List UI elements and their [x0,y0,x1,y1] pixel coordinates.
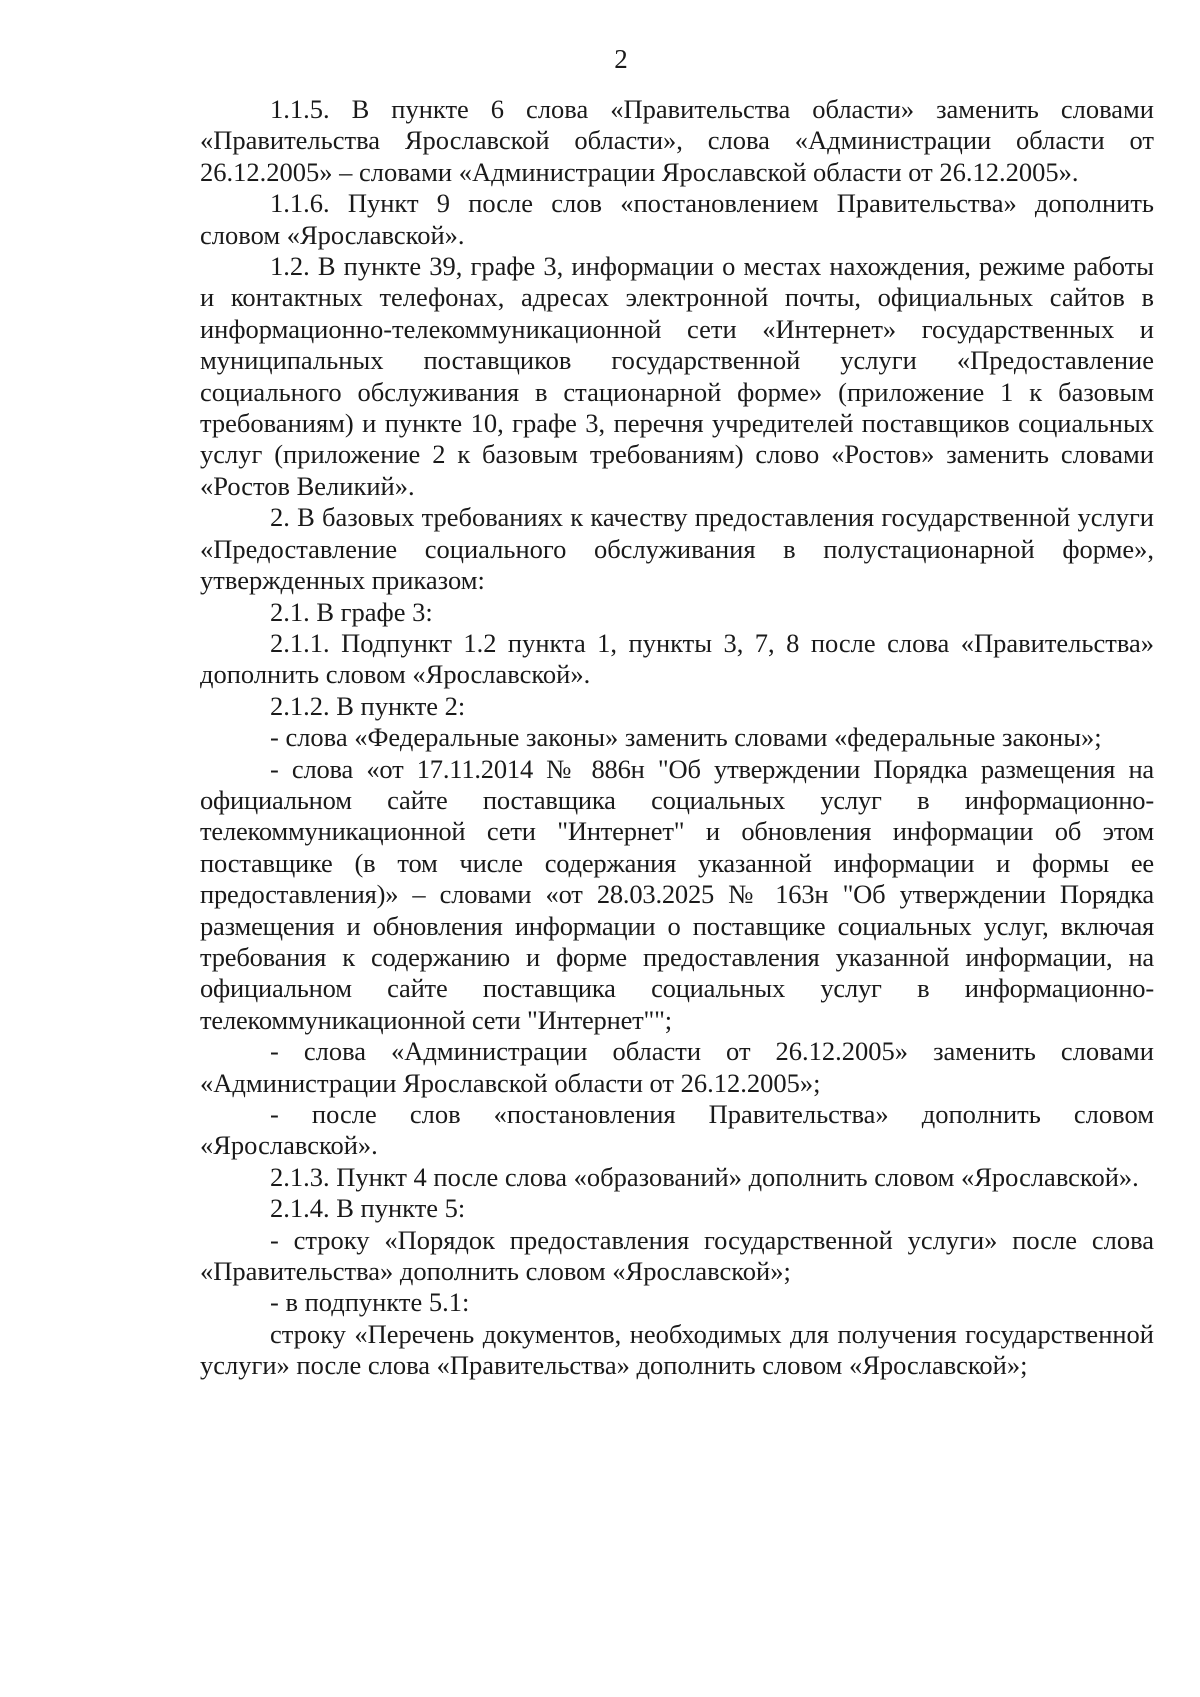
list-item-government-resolutions: - после слов «постановления Правительства» дополнить словом «Ярославской». [200,1099,1154,1161]
paragraph-2-1-4: 2.1.4. В пункте 5: [270,1193,466,1224]
document-body [200,94,1154,1382]
paragraph-1-2: 1.2. В пункте 39, графе 3, информации о местах нахождения, режиме работы и контактных телефонах, адресах электронной почты, официальных сайтов в информационно-телекоммуникационной сети «Интернет» государственных и муниципальных поставщиков государственной услуги «Предоставление социального обслуживания в стационарной форме» (приложение 1 к базовым требованиям) и пункте 10, графе 3, перечня учредителей поставщиков социальных услуг (приложение 2 к базовым требованиям) слово «Ростов» заменить словами «Ростов Великий». [200,251,1154,501]
paragraph-2-1-1: 2.1.1. Подпункт 1.2 пункта 1, пункты 3, 7, 8 после слова «Правительства» дополнить словом «Ярославской». [200,627,1154,690]
list-item-order-886n: - слова «от 17.11.2014 № 886н "Об утверждении Порядка размещения на официальном сайте поставщика социальных услуг в информационно-телекоммуникационной сети "Интернет" и обновления информации об этом поставщике (в том числе содержания указанной информации и формы ее предоставления)» – словами «от 28.03.2025 № 163н "Об утверждении Порядка размещения и обновления информации о поставщике социальных услуг, включая требования к содержанию и форме предоставления указанной информации, на официальном сайте поставщика социальных услуг в информационно-телекоммуникационной сети "Интернет""; [200,753,1154,1035]
paragraph-2-1: 2.1. В графе 3: [270,596,433,627]
page-number: 2 [614,44,628,74]
list-item-subclause-5-1: - в подпункте 5.1: [270,1287,470,1318]
list-item-federal-laws: - слова «Федеральные законы» заменить словами «федеральные законы»; [270,722,1102,753]
list-item-administration: - слова «Администрации области от 26.12.2005» заменить словами «Администрации Ярославской области от 26.12.2005»; [200,1036,1154,1098]
paragraph-1-1-6: 1.1.6. Пункт 9 после слов «постановлением Правительства» дополнить словом «Ярославской». [200,188,1154,250]
list-item-procedure-line: - строку «Порядок предоставления государственной услуги» после слова «Правительства» дополнить словом «Ярославской»; [200,1224,1154,1287]
paragraph-documents-list-line: строку «Перечень документов, необходимых для получения государственной услуги» после слова «Правительства» дополнить словом «Ярославской»; [200,1318,1154,1381]
paragraph-2-1-2: 2.1.2. В пункте 2: [270,690,466,721]
paragraph-1-1-5: 1.1.5. В пункте 6 слова «Правительства области» заменить словами «Правительства Ярославской области», слова «Администрации области от 26.12.2005» – словами «Администрации Ярославской области от 26.12.2005». [200,94,1154,187]
paragraph-2: 2. В базовых требованиях к качеству предоставления государственной услуги «Предоставление социального обслуживания в полустационарной форме», утвержденных приказом: [200,502,1154,596]
paragraph-2-1-3: 2.1.3. Пункт 4 после слова «образований» дополнить словом «Ярославской». [270,1161,1139,1192]
